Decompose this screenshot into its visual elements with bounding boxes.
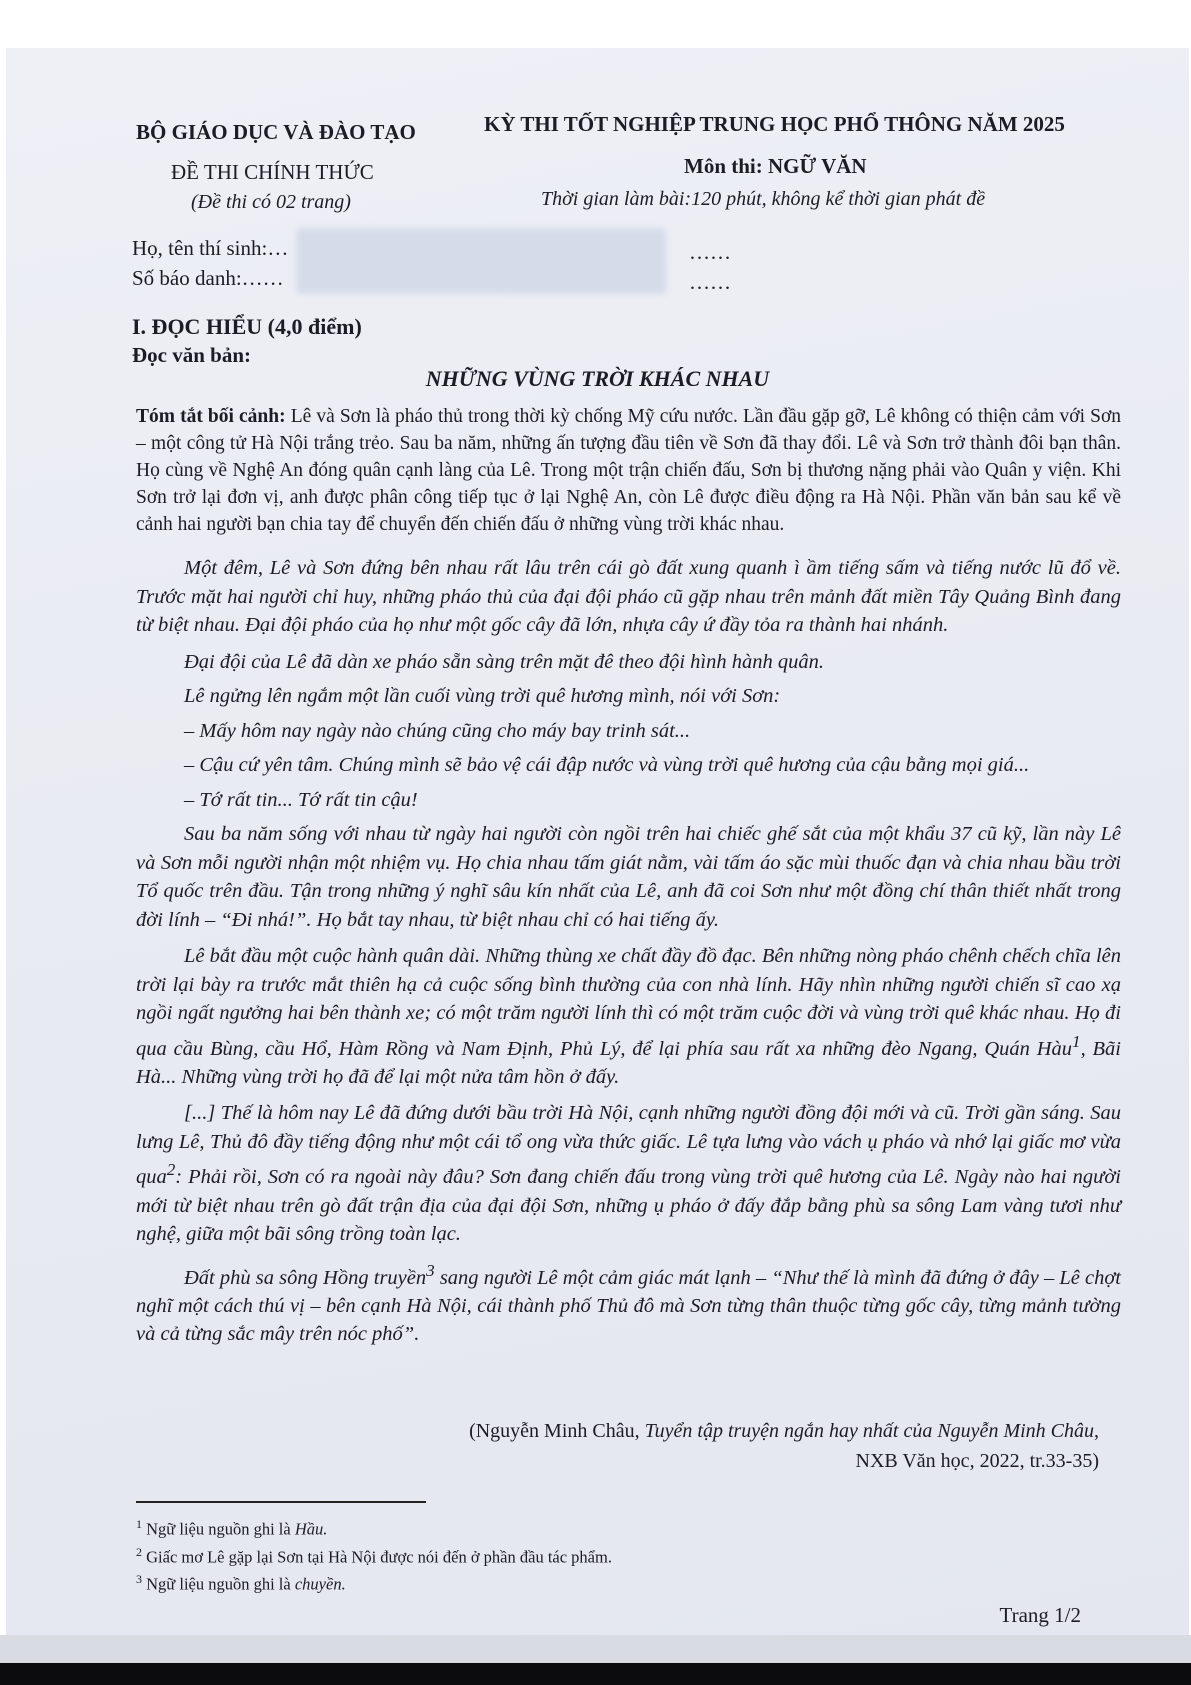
exam-sheet: [6, 48, 1189, 1635]
reading-passage: [136, 554, 1121, 1357]
footnote-number: 1: [136, 1517, 142, 1531]
footnote-ref: 3: [426, 1260, 435, 1280]
footnote-text: Ngữ liệu nguồn ghi là: [142, 1574, 295, 1594]
dialogue-line: – Tớ rất tin... Tớ rất tin cậu!: [184, 788, 418, 811]
exam-title: KỲ THI TỐT NGHIỆP TRUNG HỌC PHỔ THÔNG NĂM 2025: [484, 112, 1065, 136]
page-number: Trang 1/2: [999, 1603, 1081, 1627]
citation-line2: NXB Văn học, 2022, tr.33-35): [855, 1450, 1099, 1472]
passage-paragraph: [136, 1099, 1121, 1248]
official-exam-label: ĐỀ THI CHÍNH THỨC: [171, 160, 374, 184]
passage-paragraph: Lê ngửng lên ngắm một lần cuối vùng trời quê hương mình, nói với Sơn:: [184, 685, 781, 707]
footnote-2: [136, 1541, 612, 1569]
passage-text: sang người Lê một cảm giác mát lạnh – “Như thế là mình đã đứng ở đây – Lê chợt nghĩ một cách thú vị – bên cạnh Hà Nội, cái thành phố Thủ đô mà Sơn từng thân thuộc từng gốc cây, từng mảnh tường và cả từng sắc mây trên nóc phố”.: [136, 1266, 1121, 1346]
passage-paragraph: Sau ba năm sống với nhau từ ngày hai người còn ngồi trên hai chiếc ghế sắt của một khẩu 37 cũ kỹ, lần này Lê và Sơn mỗi người nhận một nhiệm vụ. Họ chia nhau tấm giát nằm, vài tấm áo sặc mùi thuốc đạn và chia nhau bầu trời Tổ quốc trên đầu. Tận trong những ý nghĩ sâu kín nhất của Lê, anh đã coi Sơn như một đồng chí thân thiết nhất trong đời lính – “Đi nhá!”. Họ bắt tay nhau, từ biệt nhau chỉ có hai tiếng ấy.: [136, 823, 1121, 931]
pages-note: (Đề thi có 02 trang): [191, 191, 351, 213]
photo-bottom-edge: [0, 1635, 1191, 1663]
passage-text: : Phải rồi, Sơn có ra ngoài này đâu? Sơn đang chiến đấu trong vùng trời quê hương của Lê. Ngày nào hai người mới từ biệt nhau trên gò đất trận địa của đại đội Sơn, những ụ pháo ở đấy đắp bằng phù sa sông Lam vàng tươi như nghệ, giữa một bãi sông trồng toàn lạc.: [136, 1166, 1121, 1246]
name-dots: ……: [689, 240, 731, 264]
passage-paragraph: [136, 942, 1121, 1091]
passage-text: Đất phù sa sông Hồng truyền: [184, 1266, 427, 1289]
context-label: Tóm tắt bối cảnh:: [136, 406, 286, 427]
footnote-text: Ngữ liệu nguồn ghi là: [142, 1519, 295, 1539]
footnote-ref: 1: [1072, 1031, 1081, 1051]
id-dots: ……: [689, 270, 731, 294]
footnote-emphasis: chuyền.: [294, 1574, 346, 1594]
dialogue-line: – Cậu cứ yên tâm. Chúng mình sẽ bảo vệ cái đập nước và vùng trời quê hương của cậu bằng mọi giá...: [184, 754, 1030, 776]
section-title: I. ĐỌC HIỂU (4,0 điểm): [132, 314, 362, 339]
passage-text: Lê bắt đầu một cuộc hành quân dài. Những thùng xe chất đầy đồ đạc. Bên những nòng pháo chênh chếch chĩa lên trời lại bày ra trước mắt thiên hạ cả cuộc sống bình thường của con nhà lính. Hãy nhìn những người chiến sĩ cao xạ ngồi ngất ngưởng hai bên thành xe; có một trăm người lính thì có một trăm cuộc đời và vùng trời quê khác nhau. Họ đi qua cầu Bùng, cầu Hổ, Hàm Rồng và Nam Định, Phủ Lý, để lại phía sau rất xa những đèo Ngang, Quán Hàu: [136, 945, 1121, 1060]
read-text-label: Đọc văn bản:: [132, 343, 252, 367]
footnote-number: 3: [136, 1572, 142, 1586]
passage-paragraph: Một đêm, Lê và Sơn đứng bên nhau rất lâu trên cái gò đất xung quanh ì ầm tiếng sấm và tiếng nước lũ đổ về. Trước mặt hai người chỉ huy, những pháo thủ của đại đội pháo cũ gặp nhau trên mảnh đất miền Tây Quảng Bình đang từ biệt nhau. Đại đội pháo của họ như một gốc cây đã lớn, nhựa cây ứ đầy tỏa ra thành hai nhánh.: [136, 557, 1121, 636]
context-summary: [136, 403, 1121, 538]
citation-book: Tuyển tập truyện ngắn hay nhất của Nguyễn Minh Châu: [644, 1420, 1094, 1442]
redaction-blur: [296, 228, 666, 294]
footnotes: [136, 1513, 612, 1596]
dialogue-line: – Mấy hôm nay ngày nào chúng cũng cho máy bay trinh sát...: [184, 719, 691, 742]
passage-text: [...] Thế là hôm nay Lê đã đứng dưới bầu trời Hà Nội, cạnh những người đồng đội mới và cũ. Trời gần sáng. Sau lưng Lê, Thủ đô đầy tiếng động như một cái tổ ong vừa thức giấc. Lê tựa lưng vào vách ụ pháo và nhớ lại giấc mơ vừa qua: [136, 1102, 1121, 1189]
footnote-3: [136, 1568, 612, 1596]
footnote-ref: 2: [166, 1160, 176, 1180]
footnote-1: [136, 1513, 612, 1541]
subject-label: Môn thi: NGỮ VĂN: [684, 154, 867, 178]
footnote-number: 2: [136, 1544, 142, 1559]
citation-line1: [339, 1416, 1099, 1446]
footnote-divider: [136, 1501, 426, 1503]
story-title: NHỮNG VÙNG TRỜI KHÁC NHAU: [425, 366, 770, 391]
context-text: Lê và Sơn là pháo thủ trong thời kỳ chống Mỹ cứu nước. Lần đầu gặp gỡ, Lê không có thiện cảm với Sơn – một công tử Hà Nội trắng trẻo. Sau ba năm, những ấn tượng đầu tiên về Sơn đã thay đổi. Lê và Sơn trở thành đôi bạn thân. Họ cùng về Nghệ An đóng quân cạnh làng của Lê. Trong một trận chiến đấu, Sơn bị thương nặng phải vào Quân y viện. Khi Sơn trở lại đơn vị, anh được phân công tiếp tục ở lại Nghệ An, còn Lê được điều động ra Hà Nội. Phần văn bản sau kể về cảnh hai người bạn chia tay để chuyển đến chiến đấu ở những vùng trời khác nhau.: [136, 406, 1122, 535]
footnote-text: Giấc mơ Lê gặp lại Sơn tại Hà Nội được nói đến ở phần đầu tác phẩm.: [142, 1547, 612, 1566]
citation-comma: ,: [1094, 1420, 1099, 1442]
photo-dark-border: [0, 1663, 1191, 1685]
ministry-name: BỘ GIÁO DỤC VÀ ĐÀO TẠO: [136, 120, 416, 144]
time-note: Thời gian làm bài:120 phút, không kể thời gian phát đề: [541, 188, 986, 210]
candidate-id-label: Số báo danh:……: [132, 266, 284, 290]
source-citation: [339, 1416, 1099, 1476]
candidate-name-label: Họ, tên thí sinh:…: [132, 236, 289, 260]
footnote-emphasis: Hầu.: [294, 1519, 328, 1539]
passage-text: , Bãi Hà... Những vùng trời họ đã để lại một nửa tâm hồn ở đấy.: [136, 1037, 1122, 1088]
passage-paragraph: [136, 1257, 1121, 1349]
citation-author: (Nguyễn Minh Châu,: [469, 1420, 645, 1442]
passage-paragraph: Đại đội của Lê đã dàn xe pháo sẵn sàng trên mặt đê theo đội hình hành quân.: [184, 650, 825, 673]
